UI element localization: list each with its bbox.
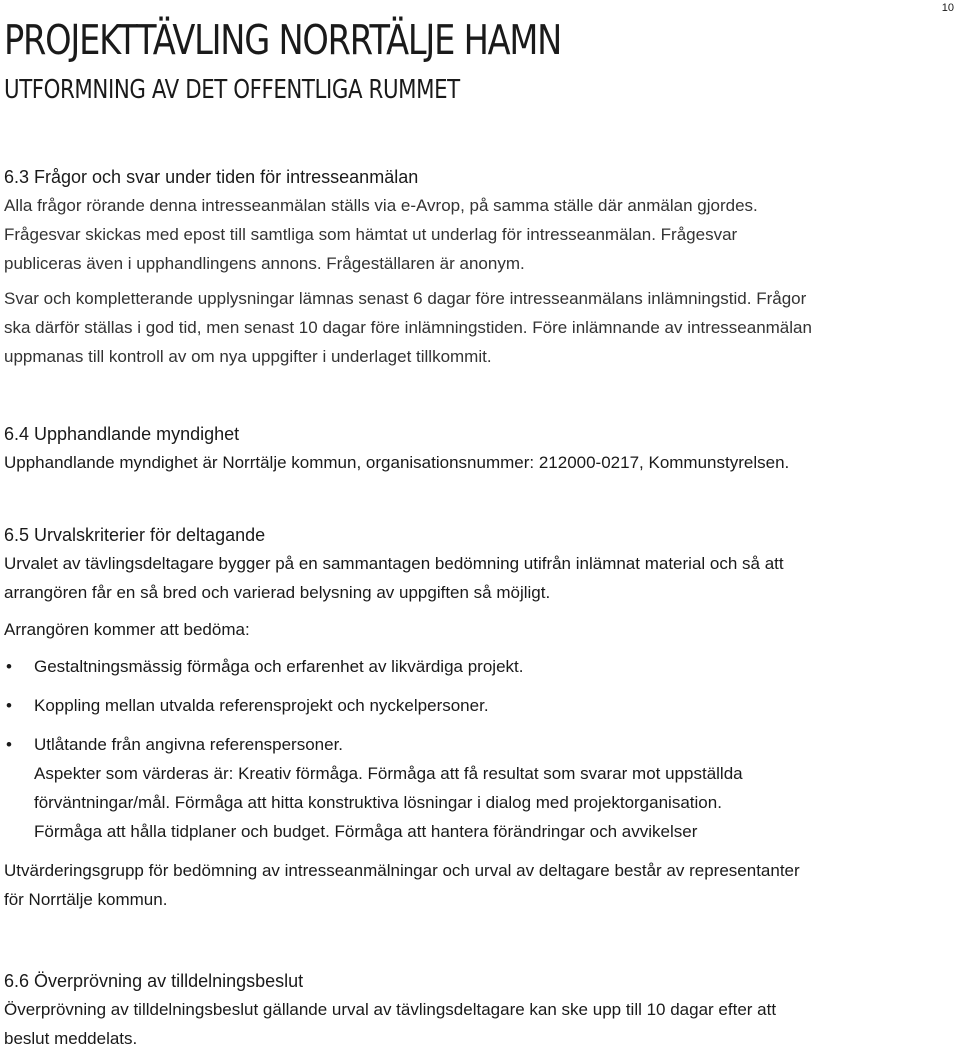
- section-contracting-authority: [4, 420, 949, 477]
- document-subtitle: UTFORMNING AV DET OFFENTLIGA RUMMET: [4, 75, 460, 105]
- text-line: för Norrtälje kommun.: [4, 890, 168, 909]
- list-item-text: Koppling mellan utvalda referensprojekt och nyckelpersoner.: [34, 696, 489, 715]
- criteria-list: [4, 652, 949, 846]
- list-item: [4, 652, 949, 681]
- text-line: Aspekter som värderas är: Kreativ förmåga. Förmåga att få resultat som svarar mot uppställda: [34, 764, 743, 783]
- section-review: [4, 967, 949, 1053]
- text-line: Överprövning av tilldelningsbeslut gällande urval av tävlingsdeltagare kan ske upp till 10 dagar efter att: [4, 1000, 777, 1019]
- document-title: PROJEKTTÄVLING NORRTÄLJE HAMN: [4, 16, 562, 64]
- text-line: ska därför ställas i god tid, men senast 10 dagar före inlämningstiden. Före inlämnande av intresseanmälan: [4, 318, 812, 337]
- list-item-text: Utlåtande från angivna referenspersoner.: [34, 735, 344, 754]
- section-heading-6-4: 6.4 Upphandlande myndighet: [4, 424, 240, 444]
- text-line: Utvärderingsgrupp för bedömning av intresseanmälningar och urval av deltagare består av representanter: [4, 861, 800, 880]
- text-line: uppmanas till kontroll av om nya uppgifter i underlaget tillkommit.: [4, 347, 492, 366]
- section-heading-6-6: 6.6 Överprövning av tilldelningsbeslut: [4, 971, 304, 991]
- review-paragraph: [4, 995, 949, 1053]
- text-line: Svar och kompletterande upplysningar lämnas senast 6 dagar före intresseanmälans inlämningstid. Frågor: [4, 289, 807, 308]
- list-item: [4, 691, 949, 720]
- section-heading-6-3: 6.3 Frågor och svar under tiden för intresseanmälan: [4, 167, 419, 187]
- bullet-icon: •: [6, 657, 12, 676]
- authority-text: Upphandlande myndighet är Norrtälje kommun, organisationsnummer: 212000-0217, Kommunstyrelsen.: [4, 453, 790, 472]
- bullet-icon: •: [6, 696, 12, 715]
- text-line: Förmåga att hålla tidplaner och budget. Förmåga att hantera förändringar och avvikelser: [34, 822, 698, 841]
- bullet-icon: •: [6, 735, 12, 754]
- criteria-intro: Arrangören kommer att bedöma:: [4, 620, 250, 639]
- questions-paragraph-2: [4, 284, 949, 371]
- page-number: 10: [941, 2, 954, 14]
- text-line: Alla frågor rörande denna intresseanmälan ställs via e-Avrop, på samma ställe där anmälan gjordes.: [4, 196, 758, 215]
- text-line: förväntningar/mål. Förmåga att hitta konstruktiva lösningar i dialog med projektorganisation.: [34, 793, 722, 812]
- text-line: Urvalet av tävlingsdeltagare bygger på en sammantagen bedömning utifrån inlämnat material och så att: [4, 554, 784, 573]
- text-line: publiceras även i upphandlingens annons. Frågeställaren är anonym.: [4, 254, 525, 273]
- section-questions-answers: [4, 163, 949, 371]
- text-line: beslut meddelats.: [4, 1029, 138, 1048]
- text-line: Frågesvar skickas med epost till samtliga som hämtat ut underlag för intresseanmälan. Frågesvar: [4, 225, 738, 244]
- section-selection-criteria: [4, 521, 949, 914]
- list-item: [4, 730, 949, 846]
- text-line: arrangören får en så bred och varierad belysning av uppgiften så möjligt.: [4, 583, 551, 602]
- evaluation-group-paragraph: [4, 856, 949, 914]
- list-item-text: Gestaltningsmässig förmåga och erfarenhet av likvärdiga projekt.: [34, 657, 524, 676]
- section-heading-6-5: 6.5 Urvalskriterier för deltagande: [4, 525, 266, 545]
- questions-paragraph-1: [4, 191, 949, 278]
- criteria-paragraph: [4, 549, 949, 607]
